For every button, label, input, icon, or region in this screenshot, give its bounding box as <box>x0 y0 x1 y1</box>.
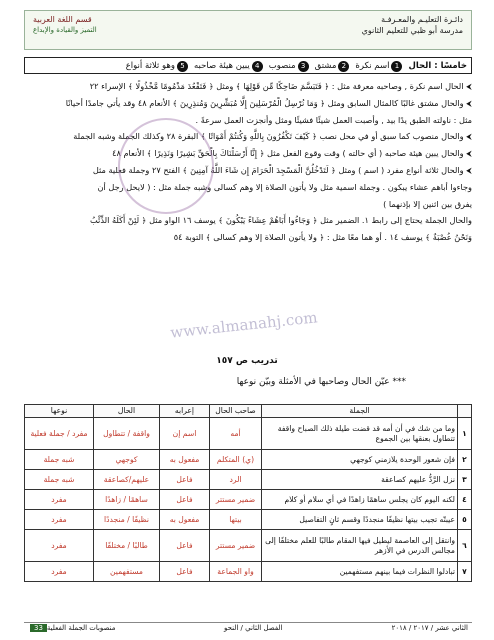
row-owner: واو الجماعة <box>210 562 262 582</box>
row-type: مفرد <box>25 510 94 530</box>
row-type: شبه جملة <box>25 450 94 470</box>
question-item-2: 2مشتق <box>315 59 350 73</box>
exercise-instruction: *** عيّن الحال وصاحبها في الأمثلة وبيّن نوعها <box>236 377 406 387</box>
lesson-line: وجاءوا أباهم عشاء يبكون . وجملة اسمية مثل ولا يأتون الصلاة إلا وهم كسالى وشبه جملة مثل : ( لايحل رجل أن <box>97 181 472 192</box>
footer-term: الفصل الثاني / النحو <box>224 624 283 632</box>
header-section: قسم اللغة العربية <box>33 15 92 24</box>
col-header-type: نوعها <box>25 405 94 418</box>
row-owner: ضمير مستتر <box>210 490 262 510</box>
header-subject-info <box>33 14 97 36</box>
row-owner: (ي) المتكلم <box>210 450 262 470</box>
table-row <box>25 418 472 450</box>
row-irab: فاعل <box>160 490 210 510</box>
number-badge: 1 <box>391 61 402 72</box>
row-sentence: فإن شعور الوحدة يلازمني كوجهي <box>262 450 458 470</box>
col-header-sentence: الجملة <box>262 405 458 418</box>
lesson-line: ⮜ والحال مشتق غالبًا كالمثال السابق ومثل ﴿ وَمَا نُرْسِلُ الْمُرْسَلِينَ إِلَّا مُبَشِّرِينَ وَمُنذِرِينَ ﴾ الأنعام ٤٨ وقد يأتي جامدًا أحيانًا <box>65 97 472 108</box>
header-school: مدرسة أبو ظبي للتعليم الثانوي <box>361 26 463 35</box>
row-sentence: وانتقل إلى العاصمة ليطيل فيها المقام طالبًا للعلم مختلفًا إلى مجالس الدرس في الأزهر <box>262 530 458 562</box>
table-header-row <box>25 405 472 418</box>
row-number: ٧ <box>458 562 472 582</box>
page-number: 33 <box>30 624 47 632</box>
question-item-1: 1اسم نكرة <box>355 59 402 73</box>
row-sentence: تبادلوا النظرات فيما بينهم مستفهمين <box>262 562 458 582</box>
header-department: دائـرة التعليـم والمعـرفـة <box>381 15 463 24</box>
table-row <box>25 450 472 470</box>
row-irab: اسم إن <box>160 418 210 450</box>
row-hal: عليهم/كصاعقة <box>94 470 160 490</box>
row-number: ٥ <box>458 510 472 530</box>
row-number: ٢ <box>458 450 472 470</box>
row-irab: فاعل <box>160 530 210 562</box>
row-owner: الرد <box>210 470 262 490</box>
col-header-number <box>458 405 472 418</box>
row-sentence: وما من شك في أن أمه قد قضت طيلة ذلك الصباح واقفة تتطاول بعنقها بين الجموع <box>262 418 458 450</box>
training-title: تدريب ص ١٥٧ <box>216 356 278 366</box>
col-header-irab: إعرابه <box>160 405 210 418</box>
page-footer <box>24 622 472 634</box>
row-hal: واقفة / تتطاول <box>94 418 160 450</box>
table-row <box>25 490 472 510</box>
number-badge: 4 <box>252 61 263 72</box>
footer-topic <box>26 624 115 632</box>
row-hal: نظيفًا / منجددًا <box>94 510 160 530</box>
question-lead: خامسًا : الحال <box>408 60 467 71</box>
row-hal: مستفهمين <box>94 562 160 582</box>
question-item-4: 4يبين هيئة صاحبه <box>194 59 263 73</box>
col-header-owner: صاحب الحال <box>210 405 262 418</box>
row-sentence: عيبتّه تجيب بيتها نظيفًا منجددًا وقسم ثانٍ التفاصيل <box>262 510 458 530</box>
question-item-5: 5وهو ثلاثة أنواع <box>126 59 188 73</box>
row-type: مفرد <box>25 530 94 562</box>
lesson-line: وَنَحْنُ عُصْبَةٌ ﴾ يوسف ١٤ . أو هما معًا مثل : ﴿ ولا يأتون الصلاة إلا وهم كسالى ﴾ التوبة ٥٤ <box>173 232 472 243</box>
row-hal: طالبًا / مختلفًا <box>94 530 160 562</box>
watermark-stamp <box>118 118 214 214</box>
row-irab: مفعول به <box>160 450 210 470</box>
row-hal: كوجهي <box>94 450 160 470</box>
row-number: ٦ <box>458 530 472 562</box>
table-row <box>25 562 472 582</box>
row-irab: مفعول به <box>160 510 210 530</box>
row-type: مفرد <box>25 562 94 582</box>
row-sentence: لكنه اليوم كان يجلس ساهمًا زاهدًا في أي سلام أو كلام <box>262 490 458 510</box>
row-irab: فاعل <box>160 562 210 582</box>
row-type: مفرد / جملة فعلية <box>25 418 94 450</box>
row-owner: ضمير مستتر <box>210 530 262 562</box>
row-irab: فاعل <box>160 470 210 490</box>
row-number: ٣ <box>458 470 472 490</box>
row-number: ١ <box>458 418 472 450</box>
row-type: مفرد <box>25 490 94 510</box>
lesson-line: ⮜ والحال يبين هيئة صاحبه ( أي حالته ) وقت وقوع الفعل مثل ﴿ إِنَّا أَرْسَلْنَاكَ بِالْحَقِّ بَشِيرًا وَنَذِيرًا ﴾ الأنعام ٤٨ <box>112 148 472 159</box>
footer-grade: الثاني عشر / ٢٠١٧ / ٢٠١٨ <box>391 624 468 632</box>
lesson-line: ⮜ والحال ثلاثة أنواع مفرد ( اسم ) ومثل ﴿ لَتَدْخُلُنَّ الْمَسْجِدَ الْحَرَامَ إِن شَاءَ اللَّهُ آمِنِينَ ﴾ الفتح ٢٧ وجملة فعلية مثل <box>92 164 472 175</box>
number-badge: 3 <box>298 61 309 72</box>
col-header-hal: الحال <box>94 405 160 418</box>
number-badge: 2 <box>338 61 349 72</box>
lesson-line: يفرق بين اثنين إلا بإذنهما ) <box>383 198 472 209</box>
header-school-info <box>362 14 463 36</box>
question-item-3: 3منصوب <box>269 59 309 73</box>
header-motto: التميز والقيادة والإبداع <box>33 26 97 34</box>
footer-topic-text: منصوبات الجملة الفعلية <box>46 624 116 632</box>
row-sentence: نزل الرَّدُّ عليهم كصاعقة <box>262 470 458 490</box>
exercise-table <box>24 404 472 582</box>
row-number: ٤ <box>458 490 472 510</box>
row-owner: بيتها <box>210 510 262 530</box>
lesson-line: مثل : ناولته الطبق يدًا بيد , وأصبت العمل شيئًا فشيئًا ومثل وأنجزت العمل سرعةً . <box>195 114 472 125</box>
page-header <box>24 10 472 50</box>
table-row <box>25 530 472 562</box>
lesson-body <box>24 78 472 246</box>
table-row <box>25 510 472 530</box>
row-hal: ساهمًا / زاهدًا <box>94 490 160 510</box>
lesson-line: ⮜ الحال اسم نكرة , وصاحبه معرفة مثل : ﴿ فَتَبَسَّمَ ضَاحِكًا مِّن قَوْلِهَا ﴾ ومثل ﴿ فَتَقْعُدَ مَذْمُومًا مَّخْذُولًا ﴾ الإسراء ٢٢ <box>89 81 472 91</box>
table-row <box>25 470 472 490</box>
row-type: شبه جملة <box>25 470 94 490</box>
row-owner: أمه <box>210 418 262 450</box>
lesson-line: ⮜ والحال منصوب كما سبق أو في محل نصب ﴿ كَيْفَ تَكْفُرُونَ بِاللَّهِ وَكُنتُمْ أَمْوَاتًا ﴾ البقرة ٢٨ وكذلك الجملة وشبه الجملة <box>73 131 472 142</box>
number-badge: 5 <box>177 61 188 72</box>
watermark-url: www.almanahj.com <box>169 308 319 342</box>
lesson-line: والحال الجملة يحتاج إلى رابط ١. الضمير مثل ﴿ وَجَاءُوا أَبَاهُمْ عِشَاءً يَبْكُونَ ﴾ يوسف ١٦ الواو مثل ﴿ لَئِنْ أَكَلَهُ الذِّئْبُ <box>90 215 472 226</box>
question-bar <box>24 57 472 74</box>
